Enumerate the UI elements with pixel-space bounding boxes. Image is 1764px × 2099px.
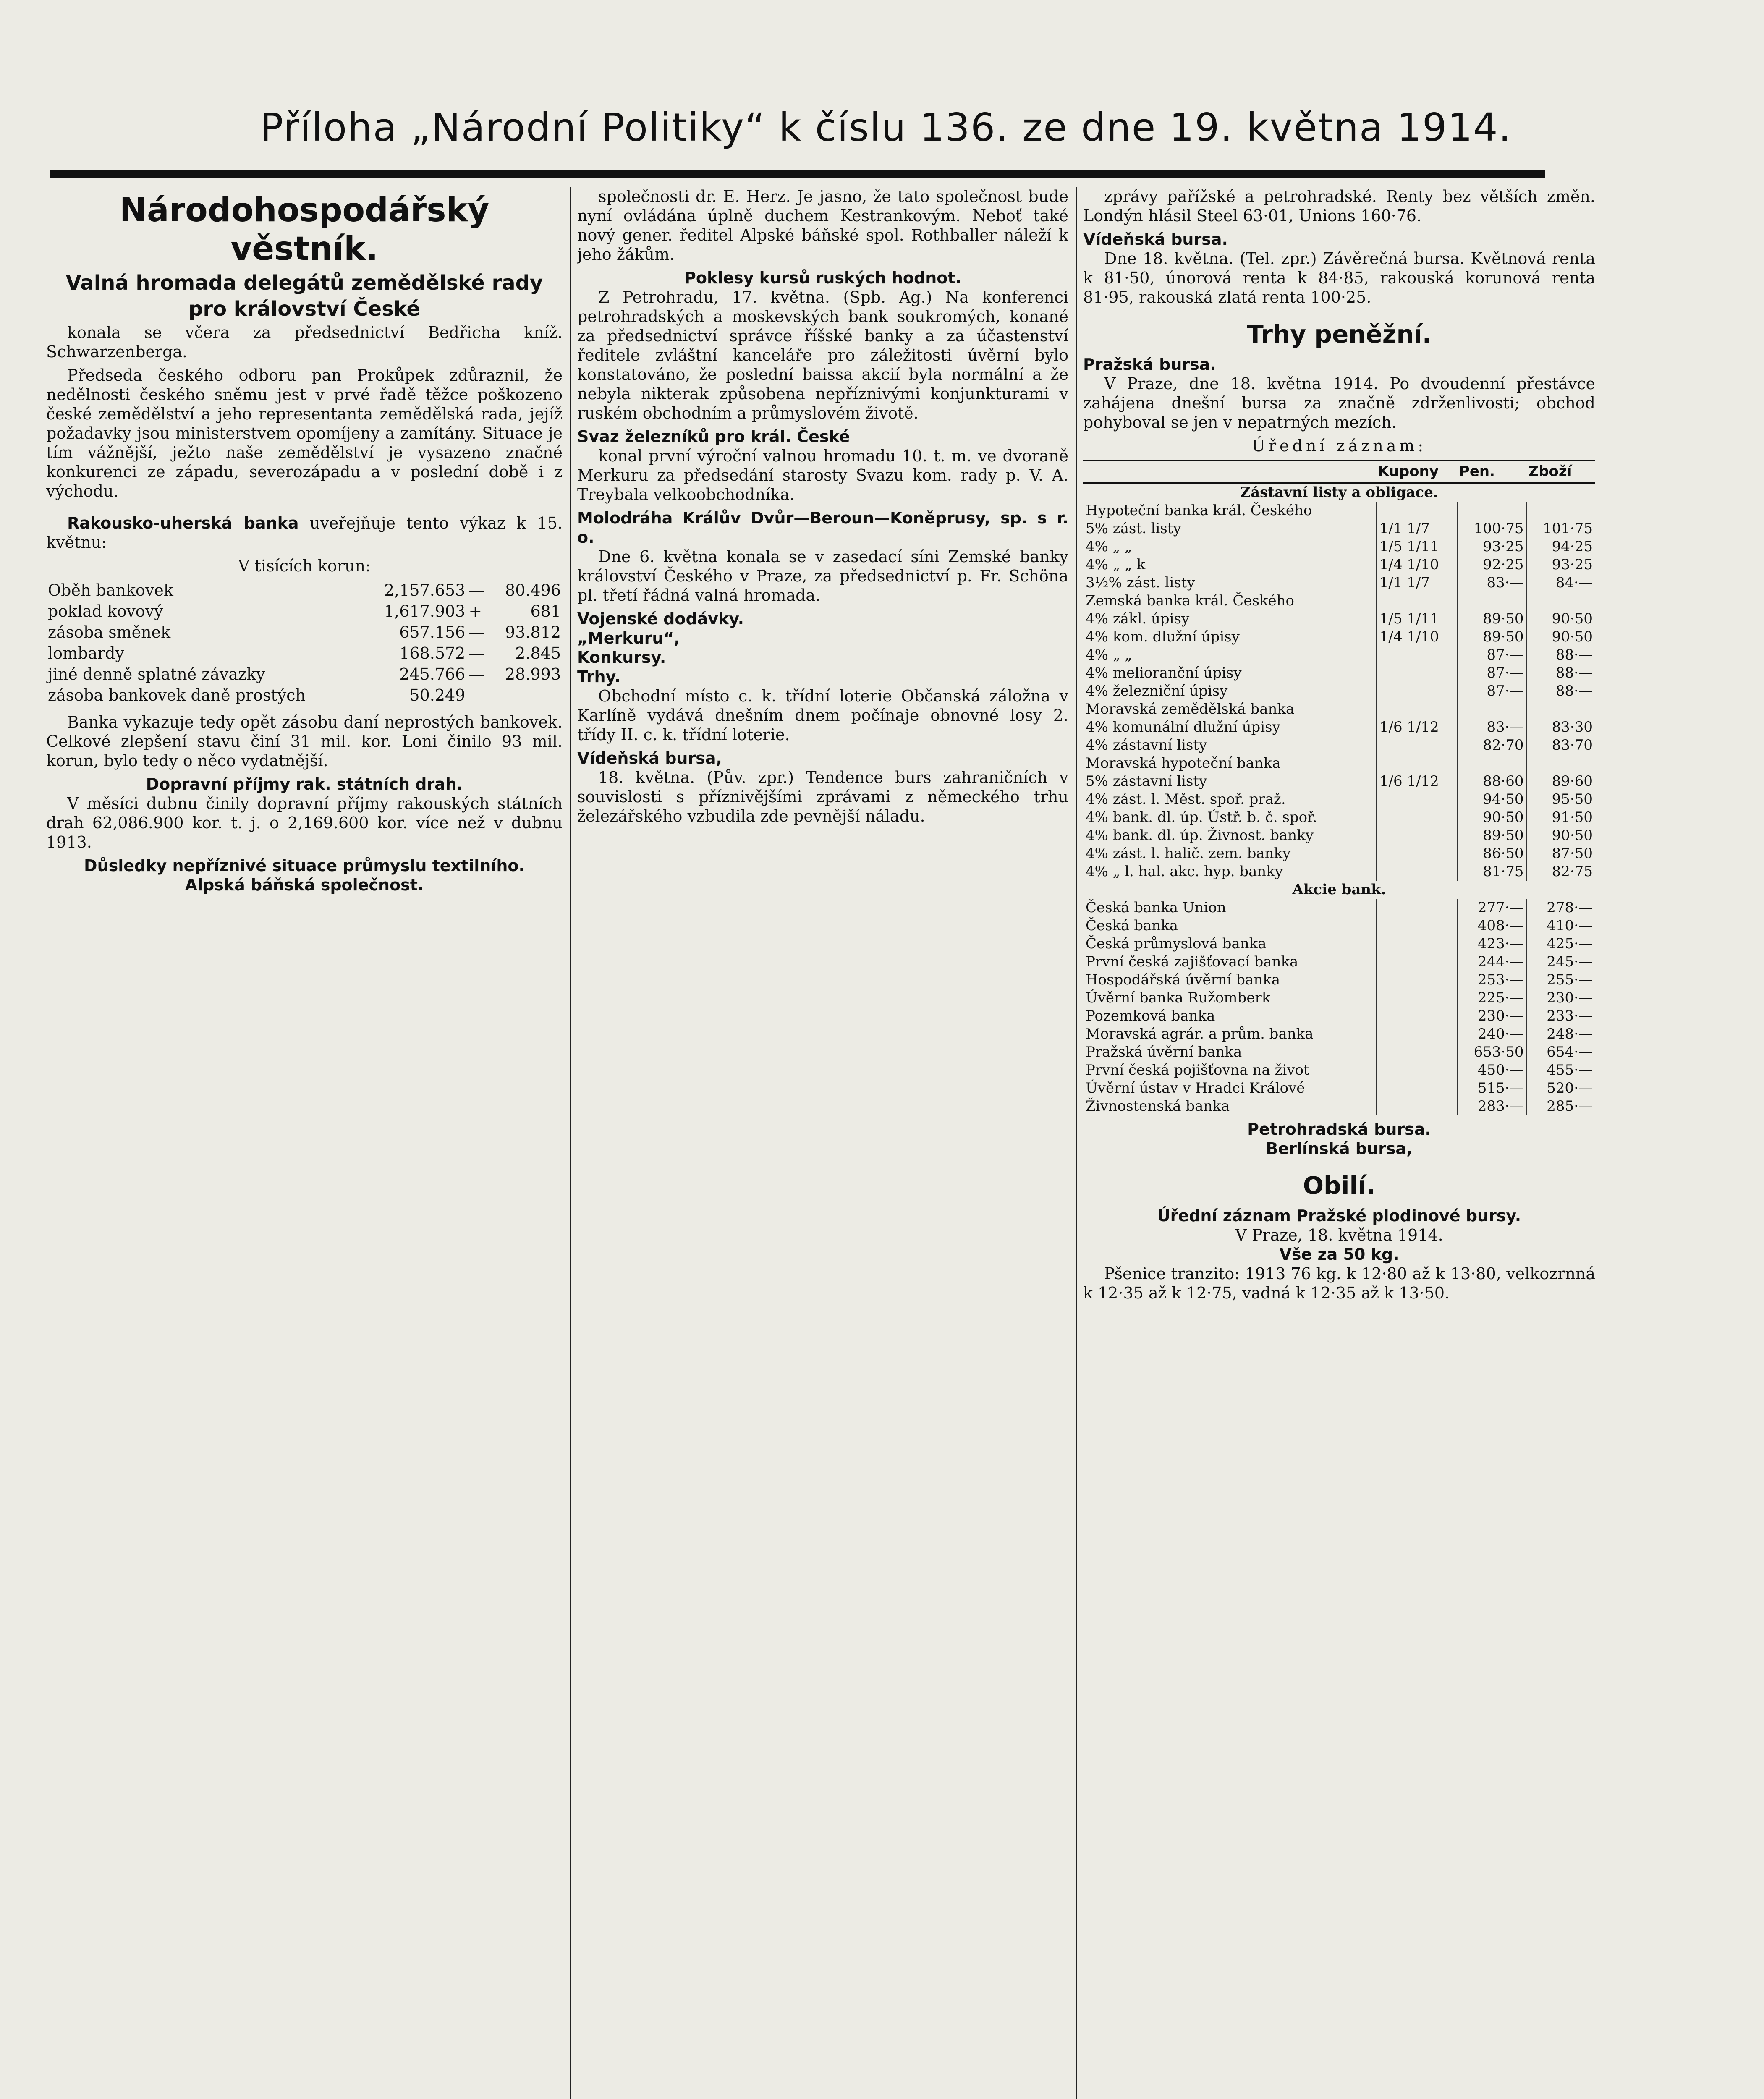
bank-report-change — [490, 685, 563, 706]
column-3 — [1083, 187, 1595, 2099]
article-title-trhy: Trhy. — [577, 667, 621, 686]
bank-report-sign: + — [468, 602, 482, 620]
bank-report-value: 50.249 — [409, 686, 466, 704]
securities-zbozi: 94·25 — [1527, 538, 1595, 556]
column-divider-1 — [570, 187, 571, 2099]
bank-share-zbozi: 425·— — [1527, 935, 1595, 953]
securities-row — [1083, 664, 1595, 682]
bank-report-label: zásoba bankovek daně prostých — [48, 686, 306, 704]
bank-share-pen: 244·— — [1458, 953, 1527, 971]
bank-share-zbozi: 654·— — [1527, 1043, 1595, 1061]
bank-share-pen: 225·— — [1458, 989, 1527, 1007]
securities-group-title: Zástavní listy a obligace. — [1240, 484, 1438, 501]
securities-name: Moravská zemědělská banka — [1086, 701, 1295, 717]
bank-share-pen: 283·— — [1458, 1097, 1527, 1115]
securities-name: 4% zákl. úpisy — [1086, 610, 1190, 627]
bank-share-row — [1083, 1043, 1595, 1061]
bank-share-name: Pozemková banka — [1086, 1008, 1215, 1024]
securities-pen — [1458, 754, 1527, 772]
bank-share-pen: 408·— — [1458, 917, 1527, 935]
securities-table — [1083, 460, 1595, 1115]
bank-report-sign: — — [468, 644, 485, 662]
obili-subtitle: Úřední záznam Pražské plodinové bursy. — [1157, 1207, 1521, 1225]
bank-share-empty — [1377, 1061, 1458, 1079]
securities-zbozi: 95·50 — [1527, 790, 1595, 809]
bank-share-empty — [1377, 899, 1458, 917]
securities-name: 4% „ „ — [1086, 646, 1132, 663]
bank-share-pen: 450·— — [1458, 1061, 1527, 1079]
securities-row — [1083, 700, 1595, 718]
bank-share-row — [1083, 989, 1595, 1007]
article-title-textile: Důsledky nepříznivé situace průmyslu textilního. — [84, 856, 525, 875]
securities-zbozi: 87·50 — [1527, 845, 1595, 863]
article-title-vojenske: Vojenské dodávky. — [577, 610, 744, 628]
securities-zbozi: 88·— — [1527, 664, 1595, 682]
securities-zbozi: 91·50 — [1527, 809, 1595, 827]
securities-row — [1083, 718, 1595, 736]
securities-row — [1083, 827, 1595, 845]
bank-share-name: Pražská úvěrní banka — [1086, 1044, 1242, 1060]
securities-zbozi: 88·— — [1527, 646, 1595, 664]
paragraph: konal první výroční valnou hromadu 10. t. m. ve dvoraně Merkuru za předsedání starosty Svazu kom. rady p. V. A. Treybala velkoobchodníka. — [577, 447, 1068, 504]
bank-share-empty — [1377, 1043, 1458, 1061]
bank-report-value: 2,157.653 — [384, 581, 466, 599]
bank-report-label: jiné denně splatné závazky — [48, 665, 265, 683]
bank-share-zbozi: 233·— — [1527, 1007, 1595, 1025]
securities-row — [1083, 592, 1595, 610]
securities-row — [1083, 772, 1595, 790]
securities-pen: 86·50 — [1458, 845, 1527, 863]
article-title-income: Dopravní příjmy rak. státních drah. — [146, 775, 463, 793]
column-2 — [577, 187, 1068, 2099]
securities-name: 4% železniční úpisy — [1086, 683, 1228, 699]
securities-pen: 87·— — [1458, 646, 1527, 664]
securities-zbozi: 82·75 — [1527, 863, 1595, 881]
securities-pen: 90·50 — [1458, 809, 1527, 827]
securities-kup: 1/5 1/11 — [1377, 538, 1458, 556]
securities-row — [1083, 610, 1595, 628]
article-title-videnska-2: Vídeňská bursa. — [1083, 230, 1228, 249]
securities-pen: 89·50 — [1458, 628, 1527, 646]
securities-row — [1083, 736, 1595, 754]
paragraph: zprávy pařížské a petrohradské. Renty bez větších změn. Londýn hlásil Steel 63·01, Unions 160·76. — [1083, 187, 1595, 225]
securities-zbozi — [1527, 700, 1595, 718]
bank-share-name: Moravská agrár. a prům. banka — [1086, 1026, 1314, 1042]
paragraph: Obchodní místo c. k. třídní loterie Občanská záložna v Karlíně vydává dnešním dnem počínaje obnovné losy 2. třídy II. c. k. třídní loterie. — [577, 687, 1068, 744]
paragraph: V Praze, dne 18. května 1914. Po dvoudenní přestávce zahájena dnešní bursa za značně zdrženlivosti; obchod pohyboval se jen v nepatrných mezích. — [1083, 374, 1595, 432]
bank-report-label: lombardy — [48, 644, 125, 662]
paragraph: Banka vykazuje tedy opět zásobu daní neprostých bankovek. Celkové zlepšení stavu činí 31 mil. kor. Loni činilo 93 mil. korun, bylo tedy o něco vydatnější. — [46, 713, 563, 770]
securities-pen: 82·70 — [1458, 736, 1527, 754]
securities-name: 5% zást. listy — [1086, 520, 1181, 537]
securities-zbozi: 101·75 — [1527, 520, 1595, 538]
securities-pen: 83·— — [1458, 574, 1527, 592]
securities-group-title: Akcie bank. — [1292, 881, 1386, 898]
bank-share-name: Česká banka Union — [1086, 899, 1226, 916]
securities-kup — [1377, 592, 1458, 610]
bank-share-empty — [1377, 1079, 1458, 1097]
securities-name: 4% „ „ — [1086, 538, 1132, 555]
securities-pen — [1458, 592, 1527, 610]
article-title-svaz: Svaz železníků pro král. České — [577, 427, 850, 446]
securities-row — [1083, 502, 1595, 520]
securities-name: 5% zástavní listy — [1086, 773, 1207, 790]
securities-row — [1083, 845, 1595, 863]
bank-share-zbozi: 410·— — [1527, 917, 1595, 935]
bank-share-pen: 515·— — [1458, 1079, 1527, 1097]
bank-share-empty — [1377, 1025, 1458, 1043]
securities-kup: 1/1 1/7 — [1377, 574, 1458, 592]
securities-zbozi: 83·70 — [1527, 736, 1595, 754]
securities-zbozi: 93·25 — [1527, 556, 1595, 574]
official-record-label: Úřední záznam: — [1251, 437, 1427, 455]
article-title-berlin: Berlínská bursa, — [1266, 1139, 1413, 1158]
securities-name: 4% „ l. hal. akc. hyp. banky — [1086, 863, 1283, 880]
article-title-petro: Petrohradská bursa. — [1247, 1120, 1431, 1138]
bank-share-row — [1083, 1061, 1595, 1079]
paragraph: společnosti dr. E. Herz. Je jasno, že tato společnost bude nyní ovládána úplně duchem Kestrankovým. Neboť také nový gener. ředitel Alpské báňské spol. Rothballer náleží k jeho žákům. — [577, 187, 1068, 264]
section-title-economy: Národohospodářský věstník. — [119, 191, 489, 268]
securities-row — [1083, 556, 1595, 574]
column-1 — [46, 187, 563, 2099]
bank-share-empty — [1377, 1007, 1458, 1025]
bank-report-sign — [467, 685, 490, 706]
article-title-1b: pro království České — [188, 297, 420, 321]
paragraph: Dne 18. května. (Tel. zpr.) Závěrečná bursa. Květnová renta k 81·50, únorová renta k 84·85, rakouská korunová renta 81·95, rakouská zlatá renta 100·25. — [1083, 249, 1595, 306]
bank-share-row — [1083, 1079, 1595, 1097]
securities-kup — [1377, 790, 1458, 809]
securities-header-cell: Pen. — [1458, 461, 1527, 483]
bank-share-row — [1083, 1007, 1595, 1025]
securities-kup: 1/1 1/7 — [1377, 520, 1458, 538]
article-title-poklesy: Poklesy kursů ruských hodnot. — [684, 269, 961, 287]
securities-row — [1083, 646, 1595, 664]
paragraph: 18. května. (Pův. zpr.) Tendence burs zahraničních v souvislosti s příznivějšími zprávami z německého trhu železářského vzbudila zde pevnější náladu. — [577, 768, 1068, 825]
securities-pen: 94·50 — [1458, 790, 1527, 809]
securities-name: 4% zást. l. halič. zem. banky — [1086, 845, 1291, 862]
bank-report-row — [46, 664, 563, 685]
bank-share-empty — [1377, 1097, 1458, 1115]
securities-row — [1083, 754, 1595, 772]
securities-zbozi — [1527, 502, 1595, 520]
securities-name: 4% kom. dlužní úpisy — [1086, 628, 1240, 645]
bank-share-zbozi: 255·— — [1527, 971, 1595, 989]
securities-pen: 92·25 — [1458, 556, 1527, 574]
article-title-molodraha: Molodráha Králův Dvůr—Beroun—Koněprusy, sp. s r. o. — [577, 509, 1068, 547]
securities-row — [1083, 863, 1595, 881]
bank-share-name: Hospodářská úvěrní banka — [1086, 971, 1280, 988]
securities-zbozi: 90·50 — [1527, 628, 1595, 646]
bank-report-change: 2.845 — [515, 644, 561, 662]
securities-row — [1083, 628, 1595, 646]
paragraph: V měsíci dubnu činily dopravní příjmy rakouských státních drah 62,086.900 kor. t. j. o 2,169.600 kor. více než v dubnu 1913. — [46, 794, 563, 851]
article-title-1a: Valná hromada delegátů zemědělské rady — [65, 271, 543, 295]
bank-share-pen: 277·— — [1458, 899, 1527, 917]
bank-report-value: 1,617.903 — [384, 602, 466, 620]
bank-report-row — [46, 643, 563, 664]
bank-share-row — [1083, 917, 1595, 935]
bank-share-pen: 240·— — [1458, 1025, 1527, 1043]
bank-report-table — [46, 580, 563, 706]
securities-name: 3½% zást. listy — [1086, 574, 1195, 591]
bank-share-row — [1083, 1097, 1595, 1115]
securities-name: 4% bank. dl. úp. Ústř. b. č. spoř. — [1086, 809, 1317, 826]
bank-report-row — [46, 622, 563, 643]
bank-share-name: Úvěrní banka Ružomberk — [1086, 989, 1271, 1006]
securities-pen — [1458, 502, 1527, 520]
securities-pen: 83·— — [1458, 718, 1527, 736]
securities-row — [1083, 682, 1595, 700]
bank-share-pen: 653·50 — [1458, 1043, 1527, 1061]
bank-share-pen: 423·— — [1458, 935, 1527, 953]
bank-report-sign: — — [468, 665, 485, 683]
bank-report-label: poklad kovový — [48, 602, 163, 620]
bank-share-empty — [1377, 989, 1458, 1007]
bank-report-change: 681 — [530, 602, 561, 620]
securities-kup — [1377, 502, 1458, 520]
bank-share-zbozi: 230·— — [1527, 989, 1595, 1007]
securities-pen: 89·50 — [1458, 827, 1527, 845]
paragraph: Dne 6. května konala se v zasedací síni Zemské banky království Českého v Praze, za předsednictví p. Fr. Schöna pl. třetí řádná valná hromada. — [577, 547, 1068, 605]
securities-row — [1083, 574, 1595, 592]
bank-share-row — [1083, 935, 1595, 953]
bank-share-name: První česká zajišťovací banka — [1086, 953, 1298, 970]
bank-share-pen: 230·— — [1458, 1007, 1527, 1025]
securities-kup: 1/4 1/10 — [1377, 556, 1458, 574]
bank-report-change: 93.812 — [505, 623, 561, 641]
securities-zbozi: 84·— — [1527, 574, 1595, 592]
bank-report-sign: — — [468, 581, 485, 599]
securities-kup: 1/6 1/12 — [1377, 772, 1458, 790]
securities-kup — [1377, 646, 1458, 664]
paragraph: konala se včera za předsednictví Bedřicha kníž. Schwarzenberga. — [46, 323, 563, 361]
securities-row — [1083, 790, 1595, 809]
securities-row — [1083, 520, 1595, 538]
bank-report-value: 657.156 — [399, 623, 466, 641]
securities-name: 4% komunální dlužní úpisy — [1086, 719, 1280, 735]
bank-share-row — [1083, 953, 1595, 971]
bank-share-row — [1083, 971, 1595, 989]
securities-name: Hypoteční banka král. Českého — [1086, 502, 1312, 519]
bank-report-label: Oběh bankovek — [48, 581, 173, 599]
securities-kup: 1/6 1/12 — [1377, 718, 1458, 736]
securities-kup — [1377, 736, 1458, 754]
section-title-obili: Obilí. — [1303, 1171, 1376, 1200]
bank-report-change: 80.496 — [505, 581, 561, 599]
securities-header-cell: Kupony — [1377, 461, 1458, 483]
obili-unit: Vše za 50 kg. — [1279, 1245, 1399, 1264]
securities-zbozi: 90·50 — [1527, 827, 1595, 845]
securities-name: 4% zást. l. Měst. spoř. praž. — [1086, 791, 1286, 808]
article-title-merkur: „Merkuru“, — [577, 629, 680, 647]
bank-share-name: Živnostenská banka — [1086, 1098, 1230, 1115]
bank-report-unit: V tisících korun: — [238, 557, 371, 575]
bank-report-row — [46, 685, 563, 706]
securities-kup — [1377, 809, 1458, 827]
securities-kup — [1377, 664, 1458, 682]
securities-pen: 88·60 — [1458, 772, 1527, 790]
securities-header-cell — [1083, 461, 1377, 483]
securities-name: 4% „ „ k — [1086, 556, 1146, 573]
securities-pen: 100·75 — [1458, 520, 1527, 538]
paragraph: Pšenice tranzito: 1913 76 kg. k 12·80 až k 13·80, velkozrnná k 12·35 až k 12·75, vadná k 12·35 až k 13·50. — [1083, 1264, 1595, 1302]
securities-kup: 1/4 1/10 — [1377, 628, 1458, 646]
bank-share-name: Česká průmyslová banka — [1086, 935, 1267, 952]
bank-report-row — [46, 601, 563, 622]
article-title-prazska: Pražská bursa. — [1083, 355, 1216, 374]
column-divider-2 — [1076, 187, 1077, 2099]
bank-share-zbozi: 455·— — [1527, 1061, 1595, 1079]
bank-share-name: Česká banka — [1086, 917, 1178, 934]
securities-zbozi — [1527, 592, 1595, 610]
securities-pen: 81·75 — [1458, 863, 1527, 881]
securities-row — [1083, 809, 1595, 827]
bank-share-empty — [1377, 935, 1458, 953]
bank-share-zbozi: 285·— — [1527, 1097, 1595, 1115]
bank-share-row — [1083, 899, 1595, 917]
article-title-alpine: Alpská báňská společnost. — [185, 876, 424, 894]
bank-share-empty — [1377, 953, 1458, 971]
securities-name: Moravská hypoteční banka — [1086, 755, 1281, 772]
securities-name: 4% melioranční úpisy — [1086, 665, 1242, 681]
bank-share-pen: 253·— — [1458, 971, 1527, 989]
bank-share-zbozi: 520·— — [1527, 1079, 1595, 1097]
bank-share-zbozi: 278·— — [1527, 899, 1595, 917]
securities-header-cell: Zboží — [1527, 461, 1595, 483]
bank-report-value: 245.766 — [399, 665, 466, 683]
securities-name: Zemská banka král. Českého — [1086, 592, 1295, 609]
article-title-videnska: Vídeňská bursa, — [577, 749, 722, 767]
bank-report-change: 28.993 — [505, 665, 561, 683]
header-rule — [50, 170, 1545, 178]
securities-zbozi: 83·30 — [1527, 718, 1595, 736]
bank-share-empty — [1377, 971, 1458, 989]
article-title-konkursy: Konkursy. — [577, 648, 666, 667]
page-header: Příloha „Národní Politiky“ k číslu 136. ze dne 19. května 1914. — [260, 105, 1512, 150]
securities-pen — [1458, 700, 1527, 718]
securities-name: 4% zástavní listy — [1086, 737, 1207, 754]
securities-kup — [1377, 845, 1458, 863]
securities-name: 4% bank. dl. úp. Živnost. banky — [1086, 827, 1314, 844]
securities-kup — [1377, 863, 1458, 881]
securities-row — [1083, 538, 1595, 556]
bank-report-title: Rakousko-uherská banka — [67, 514, 299, 532]
securities-zbozi: 89·60 — [1527, 772, 1595, 790]
bank-share-name: Úvěrní ústav v Hradci Králové — [1086, 1080, 1305, 1097]
securities-zbozi: 90·50 — [1527, 610, 1595, 628]
bank-share-row — [1083, 1025, 1595, 1043]
securities-pen: 87·— — [1458, 664, 1527, 682]
bank-report-intro — [46, 513, 563, 552]
bank-share-empty — [1377, 917, 1458, 935]
securities-kup — [1377, 682, 1458, 700]
bank-report-sign: — — [468, 623, 485, 641]
securities-pen: 89·50 — [1458, 610, 1527, 628]
bank-share-zbozi: 245·— — [1527, 953, 1595, 971]
securities-pen: 93·25 — [1458, 538, 1527, 556]
securities-kup — [1377, 700, 1458, 718]
securities-zbozi — [1527, 754, 1595, 772]
bank-report-row — [46, 580, 563, 601]
bank-report-label: zásoba směnek — [48, 623, 171, 641]
paragraph: Z Petrohradu, 17. května. (Spb. Ag.) Na konferenci petrohradských a moskevských bank soukromých, konané za předsednictví správce říšské banky a za účastenství ředitele zvláštní kanceláře pro záležitosti úvěrní bylo konstatováno, že poslední baissa akcií byla normální a že nebyla nikterak způsobena nepříznivými konjunkturami v ruském obchodním a průmyslovém životě. — [577, 288, 1068, 422]
bank-share-name: První česká pojišťovna na život — [1086, 1062, 1309, 1078]
bank-report-value: 168.572 — [399, 644, 466, 662]
securities-zbozi: 88·— — [1527, 682, 1595, 700]
bank-share-zbozi: 248·— — [1527, 1025, 1595, 1043]
paragraph: Předseda českého odboru pan Prokůpek zdůraznil, že nedělnosti českého sněmu jest v prvé řadě těžce poškozeno české zemědělství a jeho representanta zemědělská rada, jejíž požadavky jsou ministerstvem opomíjeny a zamítány. Situace je tím vážnější, ježto naše zemědělství je vysazeno značné konkurenci ze západu, severozápadu a v poslední době i z východu. — [46, 366, 563, 500]
obili-date: V Praze, 18. května 1914. — [1235, 1226, 1443, 1244]
securities-pen: 87·— — [1458, 682, 1527, 700]
bank-report-lead: uveřejňuje tento výkaz k 15. květnu: — [46, 514, 563, 552]
section-title-trhy: Trhy peněžní. — [1247, 320, 1432, 348]
securities-kup — [1377, 827, 1458, 845]
securities-kup: 1/5 1/11 — [1377, 610, 1458, 628]
securities-kup — [1377, 754, 1458, 772]
